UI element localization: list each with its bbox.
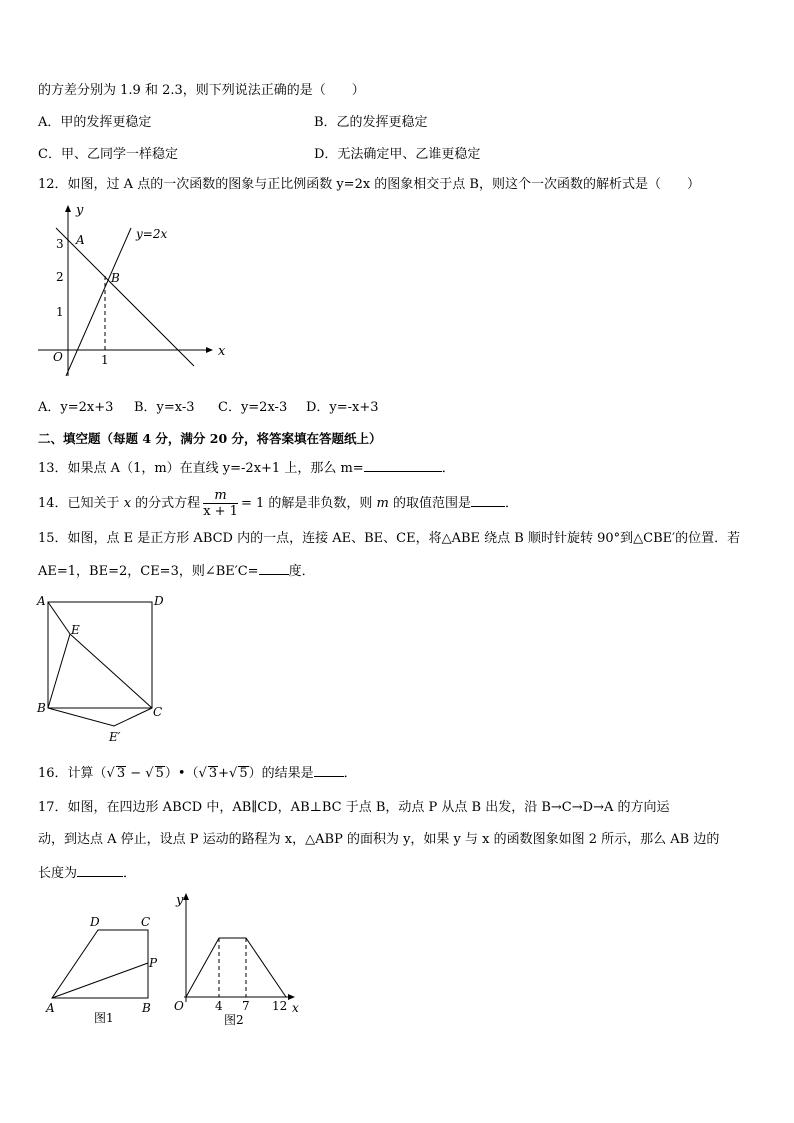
q16: [38, 763, 357, 783]
q15-label-e2: E′: [109, 730, 121, 744]
q11-tail: 的方差分别为 1.9 和 2.3，则下列说法正确的是（ ）: [38, 83, 365, 98]
q13-text: 13．如果点 A（1，m）在直线 y=-2x+1 上，那么 m=: [38, 461, 364, 476]
q17-ap: [52, 963, 148, 998]
q14-text-d: 的取值范围是: [393, 496, 472, 511]
q14-denominator: x + 1: [203, 504, 238, 519]
q16-sqrt-sign-1: √: [106, 766, 115, 781]
q12-line-2x: [66, 228, 131, 376]
q14-end: ．: [505, 496, 519, 511]
q11-option-c: C．甲、乙同学一样稳定: [38, 147, 178, 162]
q17-fig1-a: A: [46, 1001, 55, 1015]
q16-radicand-2: 5: [155, 766, 164, 781]
q12-option-c: C．y=2x-3: [218, 400, 288, 415]
q12-figure: [36, 198, 236, 384]
q14-text-a: 14．已知关于: [38, 496, 120, 511]
q12-option-b: B．y=x-3: [134, 400, 195, 415]
q16-end: ．: [343, 766, 357, 781]
q15-figure: [34, 590, 174, 746]
q17-figure2: [168, 890, 312, 1030]
q12-y-label: y: [76, 203, 84, 218]
q17-fig2-caption: 图2: [224, 1013, 244, 1027]
q17-fig1-d: D: [90, 915, 100, 929]
q15-label-b: B: [37, 701, 46, 715]
q12-tick-y3: 3: [56, 237, 64, 251]
q12-option-a: A．y=2x+3: [38, 400, 114, 415]
q13-end: ．: [441, 461, 455, 476]
q14-var-x: x: [123, 496, 132, 511]
q14-text-b: 的分式方程: [135, 496, 201, 511]
q12-point-b: B: [111, 271, 120, 285]
q12-line-label: y=2x: [136, 227, 168, 241]
q15-be: [48, 634, 70, 708]
q15-ce: [70, 634, 152, 708]
q17-fig2-origin: O: [174, 999, 184, 1013]
q17-fig2-tick-4: 4: [215, 999, 223, 1013]
q12-origin: O: [53, 350, 63, 364]
q15-text: AE=1，BE=2，CE=3，则∠BE′C=: [38, 564, 259, 579]
q13: [38, 458, 455, 478]
q15-blank[interactable]: [259, 561, 289, 575]
q16-text-b: ）•（: [164, 766, 199, 781]
q17-figure1: [40, 908, 170, 1030]
q17-fig1-c: C: [141, 915, 151, 929]
q14-numerator: m: [203, 488, 238, 504]
q17-fig2-x: x: [292, 1001, 299, 1015]
q17-fig2-tick-12: 12: [272, 999, 288, 1013]
q16-text-a: 16．计算（: [38, 766, 107, 781]
q14-text-c: = 1 的解是非负数，则: [240, 496, 373, 511]
q16-blank[interactable]: [314, 763, 344, 777]
q15-end: 度．: [288, 564, 315, 579]
q12-tick-y2: 2: [56, 270, 64, 284]
q14-fraction: [203, 488, 238, 519]
q15-line2: [38, 561, 315, 581]
section-title: 二、填空题（每题 4 分，满分 20 分，将答案填在答题纸上）: [38, 431, 382, 446]
q11-option-b: B．乙的发挥更稳定: [314, 115, 428, 130]
q11-option-a: A．甲的发挥更稳定: [38, 115, 152, 130]
q17-line1: 17．如图，在四边形 ABCD 中，AB∥CD，AB⊥BC 于点 B，动点 P 从点 B 出发，沿 B→C→D→A 的方向运: [38, 800, 670, 815]
q17-fig1-caption: 图1: [94, 1011, 114, 1025]
q15-line1: 15．如图，点 E 是正方形 ABCD 内的一点，连接 AE、BE、CE，将△ABE 绕点 B 顺时针旋转 90°到△CBE′的位置．若: [38, 531, 741, 546]
q16-plus: +: [218, 766, 230, 781]
q16-sqrt-sign-2: √: [145, 766, 154, 781]
q11-option-d: D．无法确定甲、乙谁更稳定: [314, 147, 481, 162]
q17-fig1-p: P: [149, 956, 158, 970]
q12-point-a: A: [76, 233, 85, 247]
q12-question: 12．如图，过 A 点的一次函数的图象与正比例函数 y=2x 的图象相交于点 B，则这个一次函数的解析式是（ ）: [38, 177, 700, 192]
q16-radicand-3: 3: [208, 766, 218, 781]
q15-label-d: D: [154, 594, 164, 608]
q12-line-ab: [56, 228, 194, 366]
q15-triangle-cbe2: [48, 708, 152, 726]
q16-minus: −: [126, 766, 146, 781]
q17-fig2-y: y: [176, 893, 184, 908]
q17-text: 长度为: [38, 866, 78, 881]
q14-var-m: m: [376, 496, 389, 511]
q17-end: ．: [123, 866, 137, 881]
q12-x-label: x: [218, 344, 226, 359]
q16-sqrt-sign-4: √: [229, 766, 238, 781]
q13-blank[interactable]: [364, 458, 442, 472]
q17-blank[interactable]: [77, 863, 123, 877]
q15-label-a: A: [37, 594, 46, 608]
q17-fig1-b: B: [142, 1001, 151, 1015]
q16-text-c: ）的结果是: [248, 766, 314, 781]
q12-tick-y1: 1: [56, 305, 64, 319]
q17-trapezoid: [52, 930, 148, 998]
q15-label-c: C: [153, 705, 163, 719]
q17-fig2-tick-7: 7: [242, 999, 250, 1013]
q16-radicand-4: 5: [239, 766, 248, 781]
q12-option-d: D．y=-x+3: [306, 400, 379, 415]
q17-fig2-graph: [186, 938, 286, 997]
q17-line2: 动，到达点 A 停止，设点 P 运动的路程为 x，△ABP 的面积为 y，如果 y 与 x 的函数图象如图 2 所示，那么 AB 边的: [38, 832, 720, 847]
q17-line3: [38, 863, 136, 883]
q16-radicand-1: 3: [116, 766, 126, 781]
q14: [38, 487, 518, 521]
q14-blank[interactable]: [471, 493, 505, 507]
q12-tick-x1: 1: [101, 353, 109, 367]
q15-label-e: E: [71, 623, 80, 637]
q16-sqrt-sign-3: √: [198, 766, 207, 781]
q15-ae: [48, 602, 70, 634]
